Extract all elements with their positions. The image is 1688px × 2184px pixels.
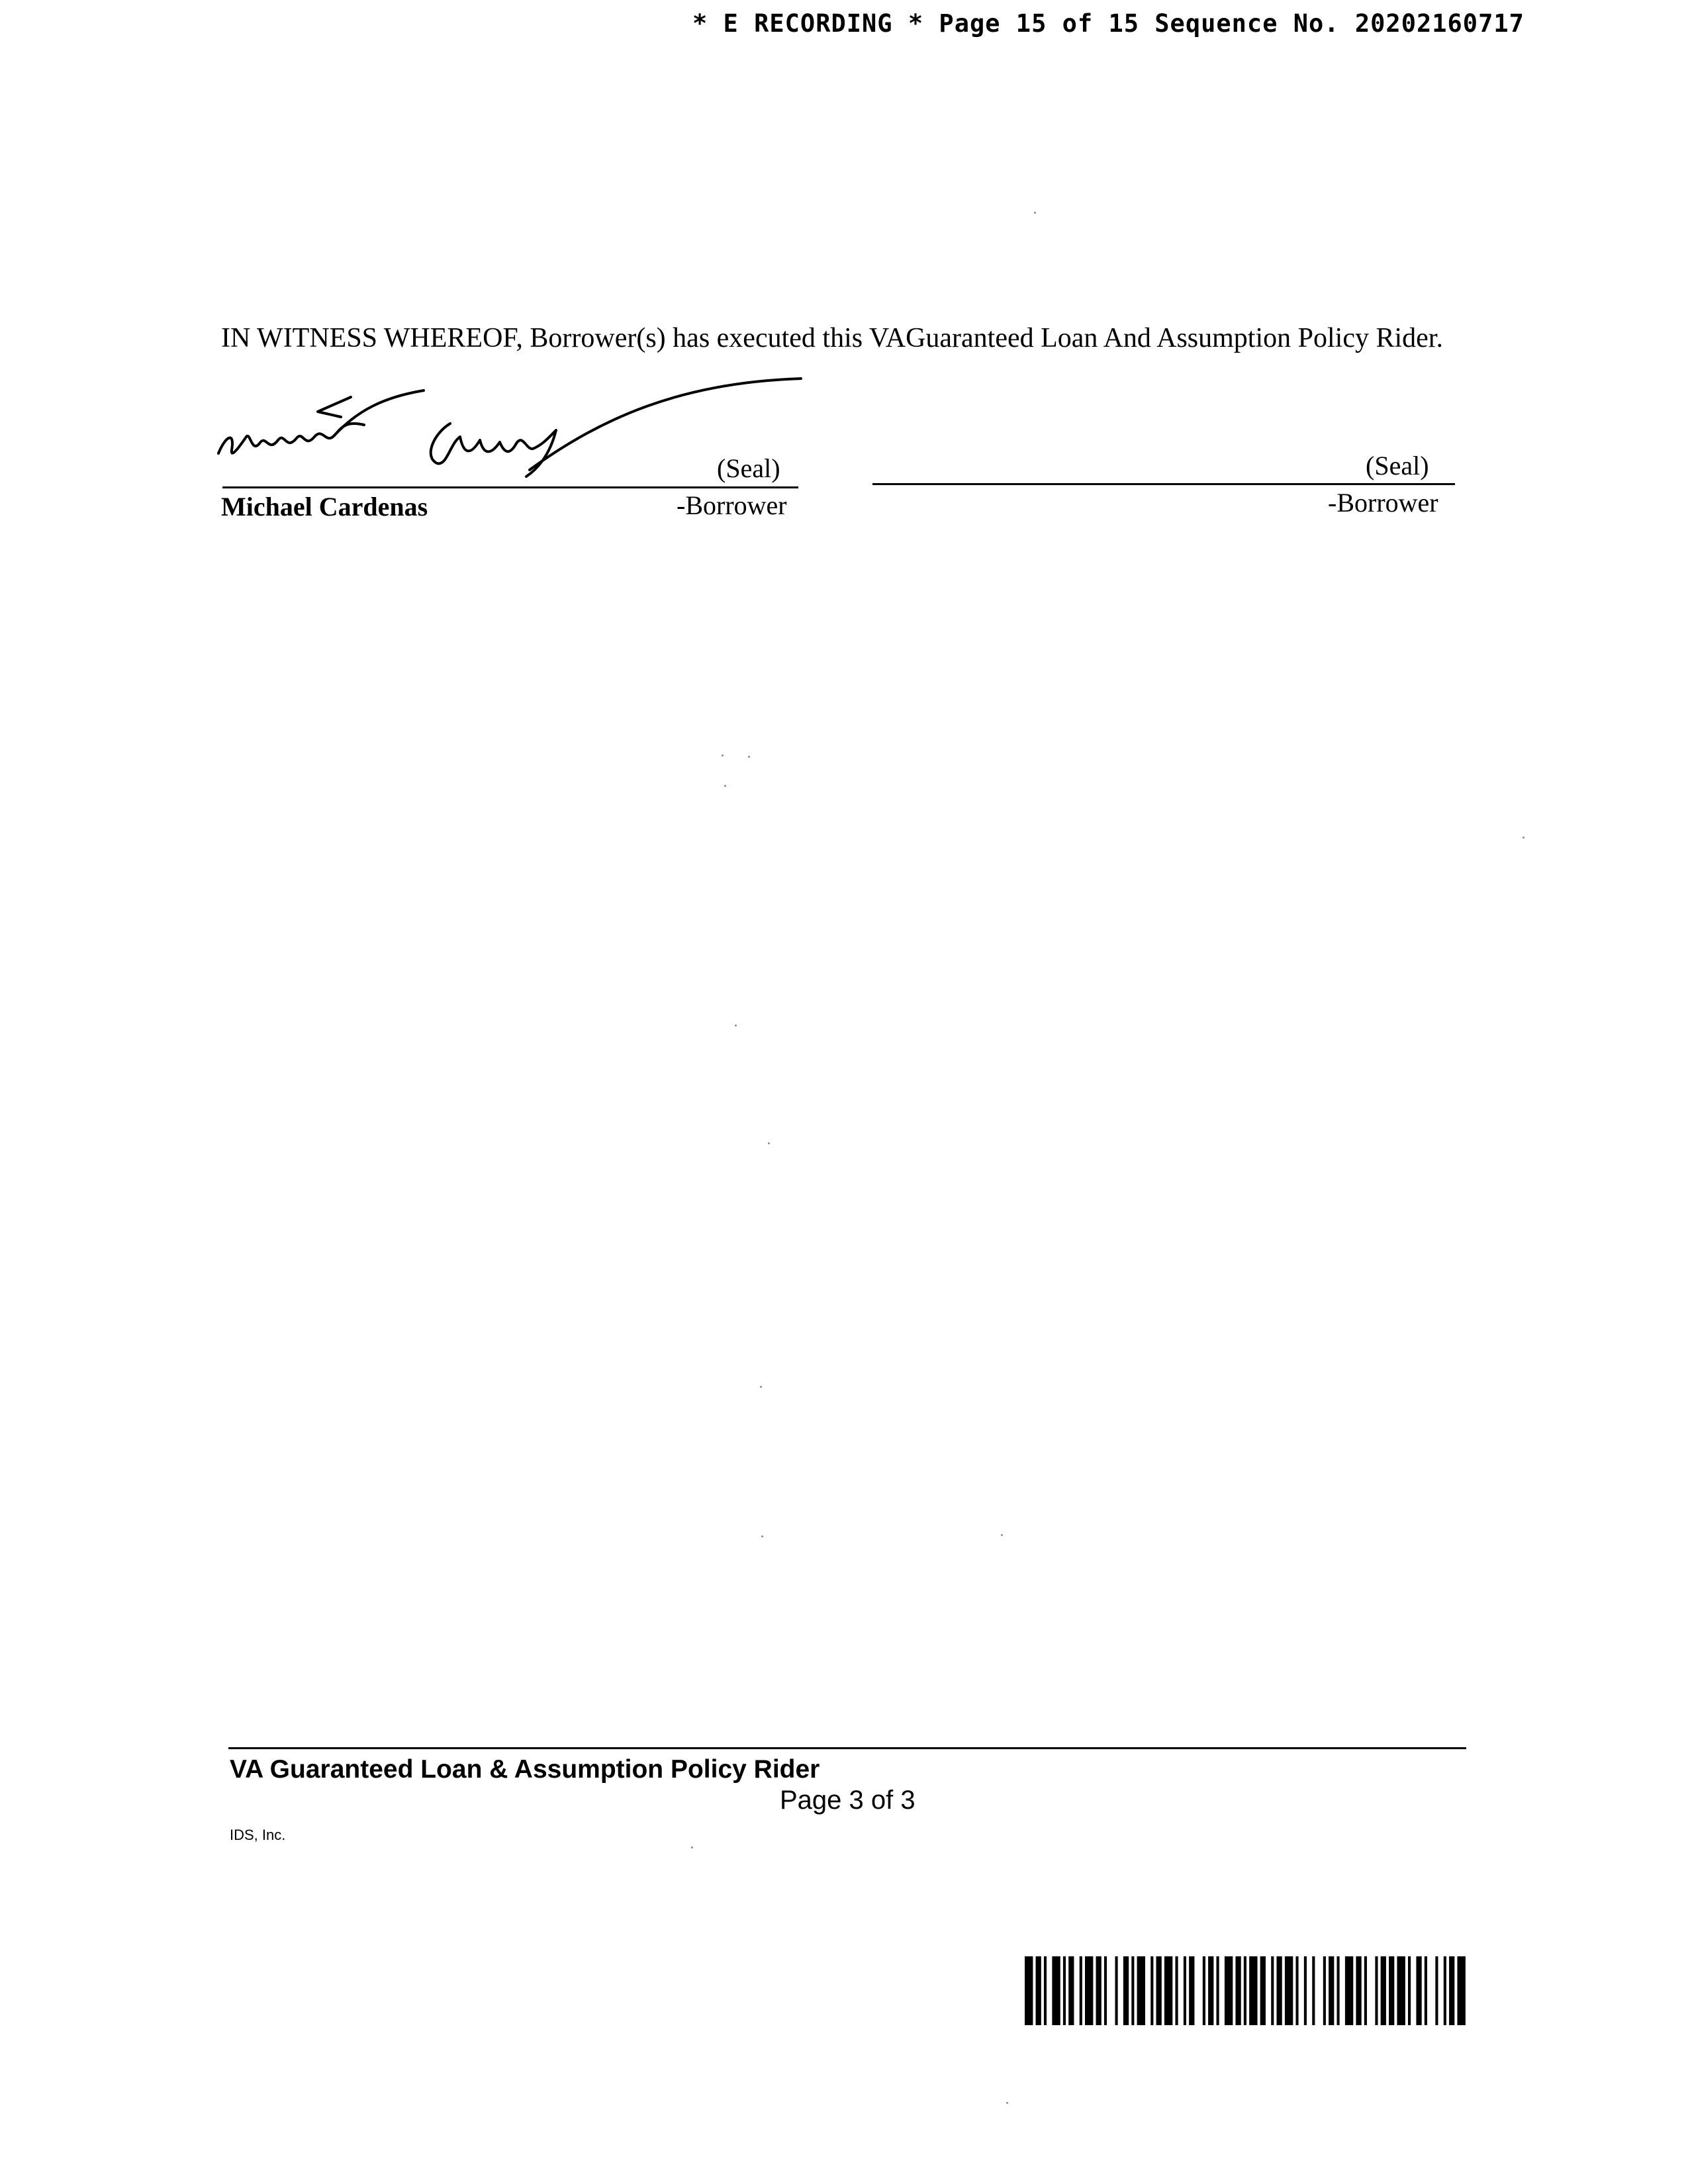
vendor-label: IDS, Inc. [230,1827,286,1843]
scan-speck [1523,837,1524,839]
barcode-bar [1131,1956,1134,2025]
barcode-bar [1175,1956,1178,2025]
borrower-role-label: -Borrower [677,490,787,520]
barcode-bar [1295,1956,1298,2025]
barcode-bar [1235,1956,1241,2025]
scan-speck [1001,1534,1003,1536]
signature-line [872,483,1455,485]
barcode-bar [1304,1956,1307,2025]
scan-speck [748,756,750,758]
barcode-bar [1323,1956,1326,2025]
barcode-bar [1063,1956,1066,2025]
barcode-bar [1364,1956,1367,2025]
barcode-bar [1444,1956,1446,2025]
barcode-bar [1217,1956,1219,2025]
barcode-bar [1381,1956,1386,2025]
form-title: VA Guaranteed Loan & Assumption Policy Rider [230,1755,820,1784]
barcode-bar [1336,1956,1339,2025]
barcode-bar [1260,1956,1266,2025]
barcode-bar [1345,1956,1353,2025]
barcode-bar [1276,1956,1282,2025]
barcode-bar [1225,1956,1233,2025]
seal-label: (Seal) [717,453,780,483]
barcode-bar [1115,1956,1117,2025]
barcode-bar [1425,1956,1427,2025]
barcode-bar [1164,1956,1172,2025]
barcode-bar [1208,1956,1213,2025]
barcode-icon [1025,1956,1468,2025]
recording-stamp: * E RECORDING * Page 15 of 15 Sequence No. 20202160717 [692,9,1524,38]
barcode-bar [1397,1956,1405,2025]
barcode-bar [1104,1956,1107,2025]
barcode-bar [1025,1956,1033,2025]
barcode-bar [1203,1956,1205,2025]
scan-speck [691,1846,693,1848]
barcode-bar [1244,1956,1246,2025]
scan-speck [1006,2102,1008,2104]
barcode-bar [1137,1956,1145,2025]
scan-speck [722,754,724,756]
barcode-bar [1312,1956,1315,2025]
barcode-bar [1080,1956,1082,2025]
barcode-bar [1096,1956,1102,2025]
barcode-bar [1052,1956,1060,2025]
barcode-bar [1375,1956,1378,2025]
scan-speck [760,1386,762,1388]
barcode-bar [1416,1956,1421,2025]
scan-speck [768,1142,770,1144]
borrower-name: Michael Cardenas [221,492,428,522]
footer-divider [228,1747,1466,1749]
barcode-bar [1123,1956,1129,2025]
barcode-bar [1408,1956,1411,2025]
barcode-bar [1189,1956,1194,2025]
barcode-bar [1249,1956,1257,2025]
page-number: Page 3 of 3 [780,1786,915,1815]
seal-label: (Seal) [1366,451,1429,480]
barcode-bar [1356,1956,1361,2025]
barcode-bar [1285,1956,1293,2025]
barcode-bar [1085,1956,1093,2025]
barcode-bar [1036,1956,1041,2025]
barcode-bar [1044,1956,1047,2025]
barcode-bar [1150,1956,1153,2025]
borrower-role-label: -Borrower [1328,488,1438,518]
signature-line [222,486,798,488]
barcode-bar [1449,1956,1454,2025]
scan-speck [724,785,726,787]
barcode-bar [1271,1956,1274,2025]
barcode-bar [1389,1956,1394,2025]
scan-speck [761,1535,763,1537]
barcode-bar [1435,1956,1438,2025]
barcode-bar [1457,1956,1465,2025]
barcode-bar [1156,1956,1162,2025]
scan-speck [735,1024,737,1026]
witness-statement: IN WITNESS WHEREOF, Borrower(s) has executed this VAGuaranteed Loan And Assumption Policy Rider. [221,323,1443,353]
scan-speck [1034,212,1036,214]
barcode-bar [1184,1956,1186,2025]
barcode-bar [1068,1956,1074,2025]
barcode-bar [1329,1956,1334,2025]
